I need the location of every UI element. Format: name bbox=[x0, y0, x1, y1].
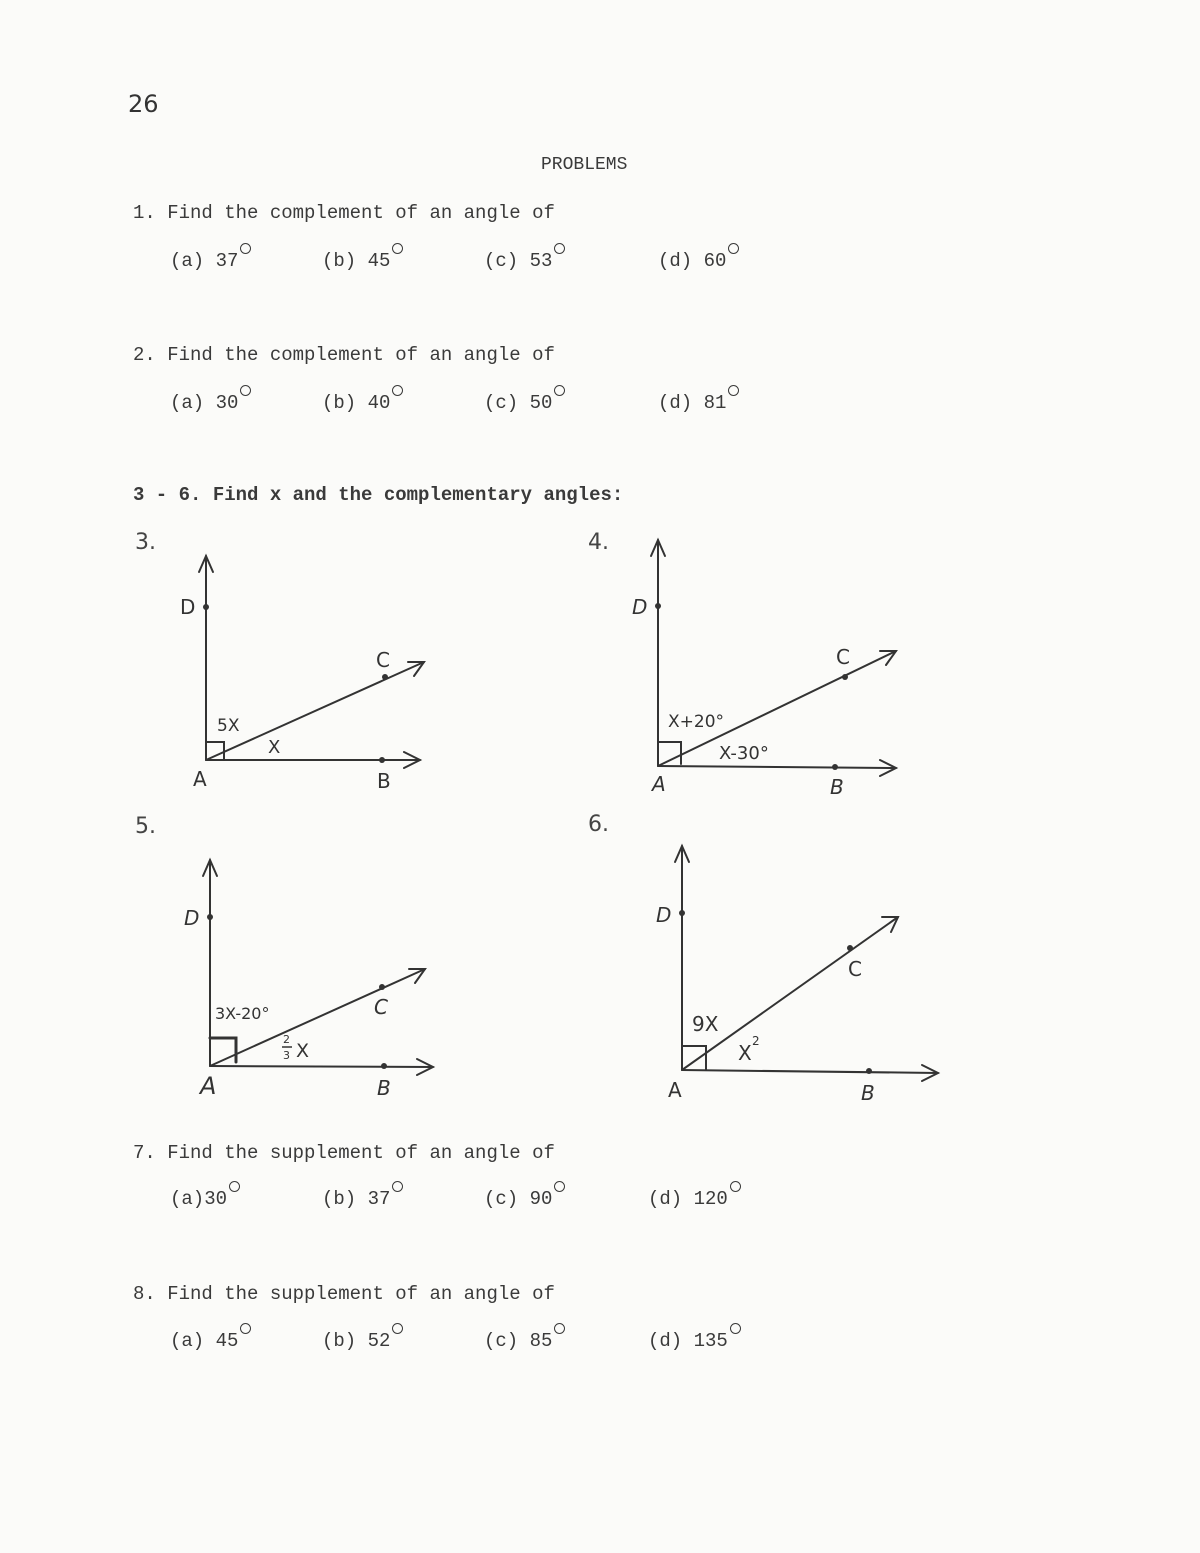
angle-bottom-denominator: 3 bbox=[283, 1049, 290, 1062]
label-d: D bbox=[184, 906, 200, 930]
label-a: A bbox=[193, 767, 207, 791]
label-a: A bbox=[652, 772, 666, 796]
angle-top-label: X+20° bbox=[668, 712, 725, 732]
degree-icon bbox=[229, 1181, 240, 1192]
label-b: B bbox=[377, 1076, 391, 1100]
figure-5-number: 5. bbox=[135, 814, 156, 839]
problem-1-option-c: (c) 53 bbox=[484, 250, 565, 272]
ray-ac bbox=[682, 917, 898, 1070]
problem-8-option-c: (c) 85 bbox=[484, 1330, 565, 1352]
angle-top-label: 3X-20° bbox=[215, 1004, 270, 1023]
point-d-dot bbox=[679, 910, 685, 916]
problem-7-option-a: (a)30 bbox=[170, 1188, 240, 1210]
problem-3-6-prompt: 3 - 6. Find x and the complementary angles: bbox=[133, 484, 624, 506]
problem-2-option-a: (a) 30 bbox=[170, 392, 251, 414]
problem-7-prompt: 7. Find the supplement of an angle of bbox=[133, 1142, 555, 1164]
problem-7-option-d: (d) 120 bbox=[648, 1188, 741, 1210]
degree-icon bbox=[240, 1323, 251, 1334]
problem-2-option-d: (d) 81 bbox=[658, 392, 739, 414]
problem-7-option-b: (b) 37 bbox=[322, 1188, 403, 1210]
figure-6-number: 6. bbox=[588, 812, 609, 837]
label-a: A bbox=[200, 1072, 217, 1100]
degree-icon bbox=[554, 1181, 565, 1192]
label-a: A bbox=[668, 1078, 682, 1102]
problem-8-prompt: 8. Find the supplement of an angle of bbox=[133, 1283, 555, 1305]
figure-3-number: 3. bbox=[135, 530, 156, 555]
degree-icon bbox=[730, 1181, 741, 1192]
problem-1-prompt: 1. Find the complement of an angle of bbox=[133, 202, 555, 224]
degree-icon bbox=[730, 1323, 741, 1334]
problem-8-option-d: (d) 135 bbox=[648, 1330, 741, 1352]
angle-bottom-variable: X bbox=[296, 1040, 310, 1062]
angle-bottom-numerator: 2 bbox=[283, 1033, 290, 1046]
angle-bottom-exponent: 2 bbox=[752, 1034, 760, 1048]
label-c: C bbox=[848, 957, 862, 981]
page-title: PROBLEMS bbox=[541, 155, 628, 175]
label-c: C bbox=[836, 645, 850, 669]
problem-2-option-c: (c) 50 bbox=[484, 392, 565, 414]
problem-1-option-d: (d) 60 bbox=[658, 250, 739, 272]
problem-2-prompt: 2. Find the complement of an angle of bbox=[133, 344, 555, 366]
point-b-dot bbox=[866, 1068, 872, 1074]
problem-2-option-b: (b) 40 bbox=[322, 392, 403, 414]
angle-bottom-base: X bbox=[738, 1041, 752, 1065]
label-d: D bbox=[656, 903, 672, 927]
angle-top-label: 5X bbox=[217, 716, 240, 736]
page-number: 26 bbox=[128, 90, 159, 118]
degree-icon bbox=[554, 1323, 565, 1334]
figure-4-number: 4. bbox=[588, 530, 609, 555]
problem-1-option-b: (b) 45 bbox=[322, 250, 403, 272]
point-c-dot bbox=[847, 945, 853, 951]
label-c: C bbox=[374, 995, 388, 1019]
label-b: B bbox=[377, 769, 391, 793]
problem-1-option-a: (a) 37 bbox=[170, 250, 251, 272]
degree-icon bbox=[392, 1181, 403, 1192]
ray-ab bbox=[682, 1070, 938, 1073]
label-b: B bbox=[861, 1081, 875, 1105]
problem-7-option-c: (c) 90 bbox=[484, 1188, 565, 1210]
angle-bottom-label: X-30° bbox=[719, 743, 769, 764]
label-d: D bbox=[180, 595, 196, 619]
label-d: D bbox=[632, 595, 648, 619]
angle-bottom-label: X bbox=[268, 737, 281, 758]
angle-top-label: 9X bbox=[692, 1012, 719, 1036]
degree-icon bbox=[392, 1323, 403, 1334]
problem-8-option-a: (a) 45 bbox=[170, 1330, 251, 1352]
label-c: C bbox=[376, 648, 390, 672]
label-b: B bbox=[830, 775, 844, 799]
problem-8-option-b: (b) 52 bbox=[322, 1330, 403, 1352]
